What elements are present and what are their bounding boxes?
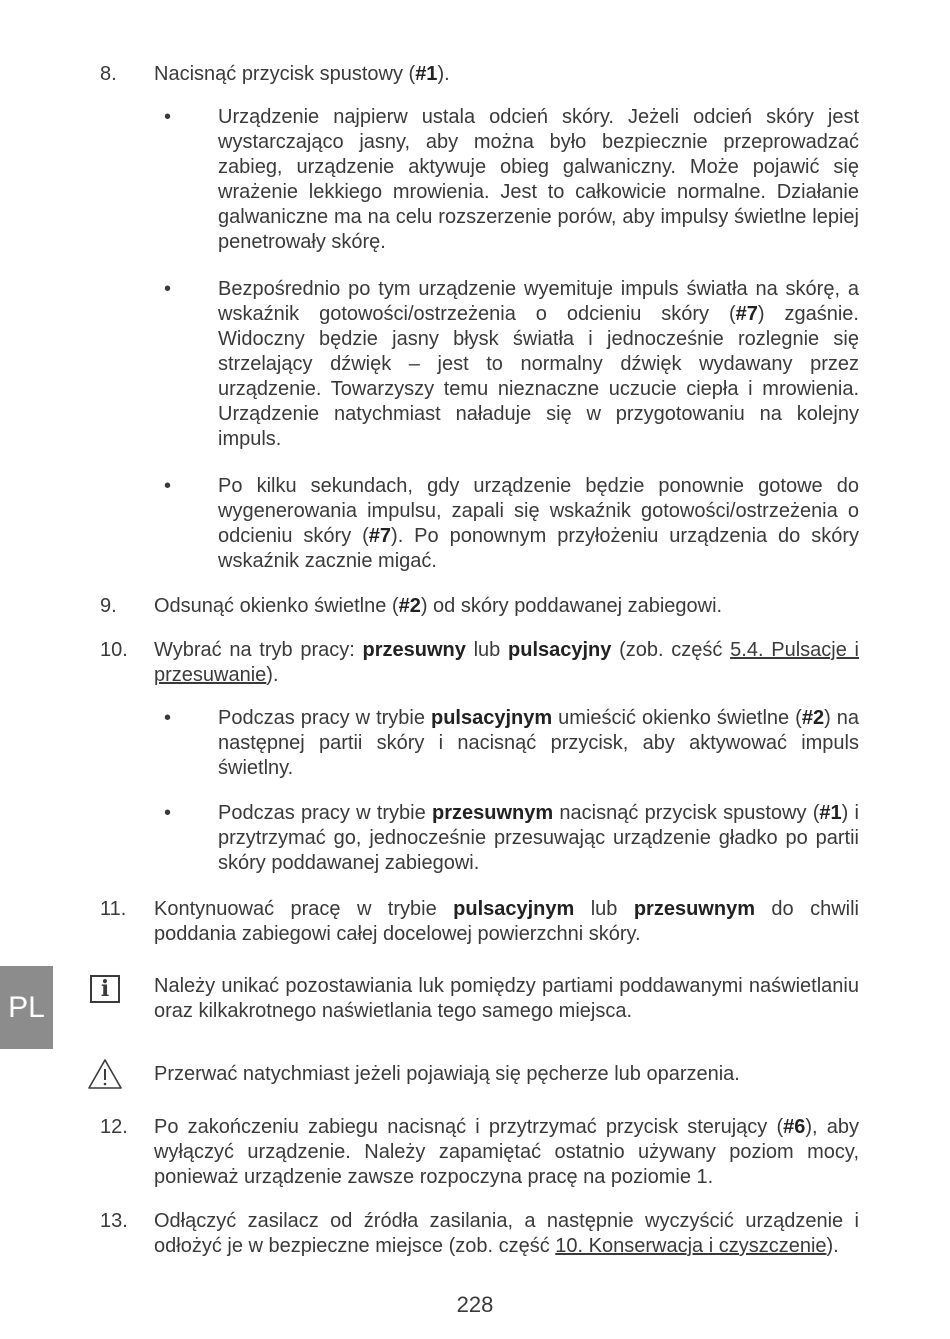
step-text: Odsunąć okienko świetlne (#2) od skóry poddawanej zabiegowi.	[154, 595, 723, 617]
bullet-text: Urządzenie najpierw ustala odcień skóry. Jeżeli odcień skóry jest wystarczająco jasny, aby można było bezpiecznie przeprowadzać zabieg, urządzenie aktywuje obieg galwaniczny. Może pojawić się wrażenie lekkiego mrowienia. Jest to całkowicie normalne. Działanie galwaniczne ma na celu rozszerzenie porów, aby impulsy świetlne lepiej penetrowały skórę.	[218, 106, 859, 253]
bullet-text: Podczas pracy w trybie przesuwnym nacisnąć przycisk spustowy (#1) i przytrzymać go, jednocześnie przesuwając urządzenie gładko po partii skóry poddawanej zabiegowi.	[218, 802, 859, 874]
page-number: 228	[456, 1292, 494, 1317]
step-text: Nacisnąć przycisk spustowy (#1).	[154, 63, 450, 85]
bullet-text: Podczas pracy w trybie pulsacyjnym umieścić okienko świetlne (#2) na następnej partii skóry i nacisnąć przycisk, aby aktywować impuls świetlny.	[218, 707, 859, 779]
bullet-icon: •	[164, 475, 172, 497]
warning-icon	[87, 1058, 123, 1090]
step-number: 9.	[100, 595, 117, 617]
step-text: Wybrać na tryb pracy: przesuwny lub pulsacyjny (zob. część 5.4. Pulsacje i przesuwanie).	[154, 639, 859, 686]
bullet-icon: •	[164, 802, 172, 824]
step-text: Po zakończeniu zabiegu nacisnąć i przytrzymać przycisk sterujący (#6), aby wyłączyć urządzenie. Należy zapamiętać ostatnio używany poziom mocy, ponieważ urządzenie zawsze rozpoczyna pracę na poziomie 1.	[154, 1116, 859, 1188]
step-number: 10.	[100, 639, 128, 661]
bullet-text: Bezpośrednio po tym urządzenie wyemituje impuls światła na skórę, a wskaźnik gotowości/ostrzeżenia o odcieniu skóry (#7) zgaśnie. Widoczny będzie jasny błysk światła i jednocześnie rozlegnie się strzelający dźwięk – jest to normalny dźwięk wydawany przez urządzenie. Towarzyszy temu nieznaczne uczucie ciepła i mrowienia. Urządzenie natychmiast naładuje się w przygotowaniu na kolejny impuls.	[218, 278, 859, 450]
info-note: Należy unikać pozostawiania luk pomiędzy partiami poddawanymi naświetlaniu oraz kilkakrotnego naświetlania tego samego miejsca.	[154, 975, 859, 1022]
step-number: 12.	[100, 1116, 128, 1138]
bullet-icon: •	[164, 106, 172, 128]
bullet-text: Po kilku sekundach, gdy urządzenie będzie ponownie gotowe do wygenerowania impulsu, zapali się wskaźnik gotowości/ostrzeżenia o odcieniu skóry (#7). Po ponownym przyłożeniu urządzenia do skóry wskaźnik zacznie migać.	[218, 475, 859, 572]
step-number: 13.	[100, 1210, 128, 1232]
step-number: 8.	[100, 63, 117, 85]
step-text: Kontynuować pracę w trybie pulsacyjnym lub przesuwnym do chwili poddania zabiegowi całej docelowej powierzchni skóry.	[154, 898, 859, 945]
section-link[interactable]: 10. Konserwacja i czyszczenie	[555, 1235, 827, 1257]
step-number: 11.	[100, 898, 127, 920]
step-text: Odłączyć zasilacz od źródła zasilania, a następnie wyczyścić urządzenie i odłożyć je w bezpieczne miejsce (zob. część 10. Konserwacja i czyszczenie).	[154, 1210, 859, 1257]
bullet-icon: •	[164, 707, 172, 729]
bullet-icon: •	[164, 278, 172, 300]
warning-note: Przerwać natychmiast jeżeli pojawiają się pęcherze lub oparzenia.	[154, 1063, 740, 1085]
language-tab: PL	[0, 966, 53, 1049]
info-icon: i	[90, 975, 120, 1003]
section-link[interactable]: 5.4. Pulsacje i przesuwanie	[154, 639, 859, 686]
